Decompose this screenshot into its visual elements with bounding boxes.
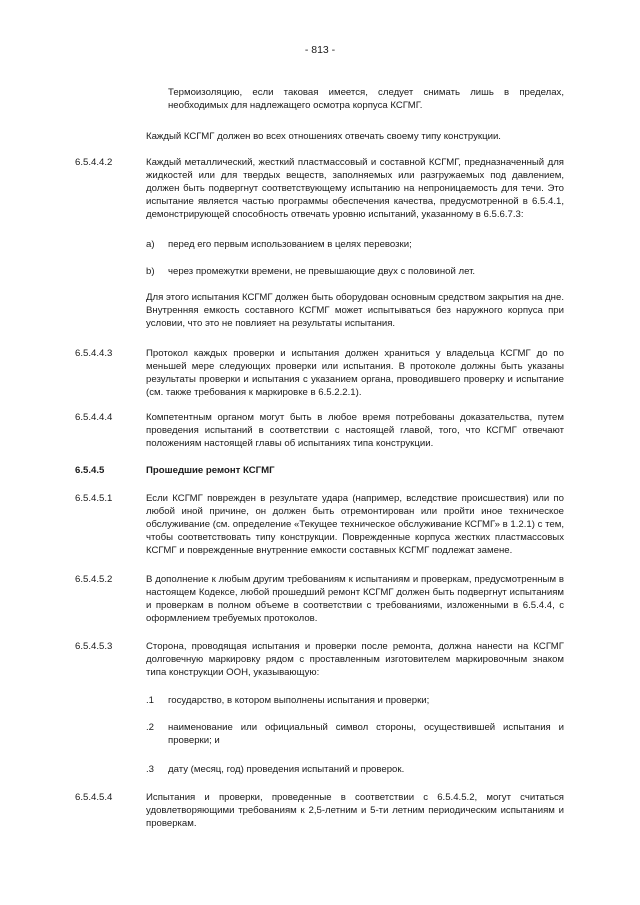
list-item: перед его первым использованием в целях перевозки; (168, 239, 412, 250)
list-marker: b) (146, 266, 155, 277)
section-number: 6.5.4.4.2 (75, 157, 113, 168)
section-number: 6.5.4.4.4 (75, 412, 113, 423)
section-text: Протокол каждых проверки и испытания должен храниться у владельца КСГМГ до по меньшей мере следующих проверки или испытания. В протоколе должны быть указаны результаты проверки и испытания с указанием органа, проводившего проверку и испытание (см. также требования к маркировке в 6.5.2.2.1). (146, 348, 564, 398)
section-closing: Для этого испытания КСГМГ должен быть оборудован основным средством закрытия на дне. Внутренняя емкость составного КСГМГ может испытываться без наружного корпуса при условии, что это не повлияет на результаты испытания. (146, 292, 564, 329)
page-number: - 813 - (304, 44, 336, 56)
section-text: Испытания и проверки, проведенные в соответствии с 6.5.4.5.2, могут считаться удовлетворяющими требованиям к 2,5-летним и 5-ти летним периодическим испытаниям и проверкам. (146, 792, 564, 829)
list-item: дату (месяц, год) проведения испытаний и проверок. (168, 764, 405, 775)
list-marker: .1 (146, 695, 155, 706)
section-number: 6.5.4.5 (75, 465, 105, 476)
list-item: наименование или официальный символ стороны, осуществившей испытания и проверки; и (168, 722, 564, 746)
list-marker: .2 (146, 722, 155, 733)
list-marker: a) (146, 239, 155, 250)
list-item: через промежутки времени, не превышающие двух с половиной лет. (168, 266, 476, 277)
section-text: Если КСГМГ поврежден в результате удара (например, вследствие происшествия) или по любой иной причине, он должен быть отремонтирован или пройти иное техническое обслуживание (см. определение «Текущее техническое обслуживание КСГМГ» в 1.2.1) с тем, чтобы соответствовать типу конструкции. Поврежденные корпуса жестких пластмассовых КСГМГ и поврежденные внутренние емкости составных КСГМГ подлежат замене. (146, 493, 564, 556)
section-number: 6.5.4.4.3 (75, 348, 113, 359)
section-number: 6.5.4.5.1 (75, 493, 113, 504)
section-number: 6.5.4.5.4 (75, 792, 113, 803)
section-number: 6.5.4.5.3 (75, 641, 113, 652)
section-number: 6.5.4.5.2 (75, 574, 113, 585)
paragraph-continued: Термоизоляцию, если таковая имеется, следует снимать лишь в пределах, необходимых для надлежащего осмотра корпуса КСГМГ. (168, 87, 564, 111)
section-text: В дополнение к любым другим требованиям к испытаниям и проверкам, предусмотренным в настоящем Кодексе, любой прошедший ремонт КСГМГ должен быть подвергнут испытаниям и проверкам в полном объеме в соответствии с требованиями, изложенными в 6.5.4.4, с оформлением требуемых протоколов. (146, 574, 564, 624)
section-text: Каждый металлический, жесткий пластмассовый и составной КСГМГ, предназначенный для жидкостей или для твердых веществ, заполняемых или разгружаемых под давлением, должен быть подвергнут соответствующему испытанию на непроницаемость для течи. Это испытание является частью программы обеспечения качества, предусмотренной в 6.5.4.1, демонстрирующей способность отвечать уровню испытаний, указанному в 6.5.6.7.3: (146, 157, 564, 220)
paragraph-requirement: Каждый КСГМГ должен во всех отношениях отвечать своему типу конструкции. (146, 131, 501, 142)
list-marker: .3 (146, 764, 155, 775)
section-text: Компетентным органом могут быть в любое время потребованы доказательства, путем проведения испытаний в соответствии с настоящей главой, того, что КСГМГ отвечают положениям настоящей главы об испытаниях типа конструкции. (146, 412, 564, 449)
section-text: Сторона, проводящая испытания и проверки после ремонта, должна нанести на КСГМГ долговечную маркировку рядом с проставленным изготовителем маркировочным знаком типа конструкции ООН, указывающую: (146, 641, 564, 678)
section-heading: Прошедшие ремонт КСГМГ (146, 465, 275, 476)
list-item: государство, в котором выполнены испытания и проверки; (168, 695, 430, 706)
